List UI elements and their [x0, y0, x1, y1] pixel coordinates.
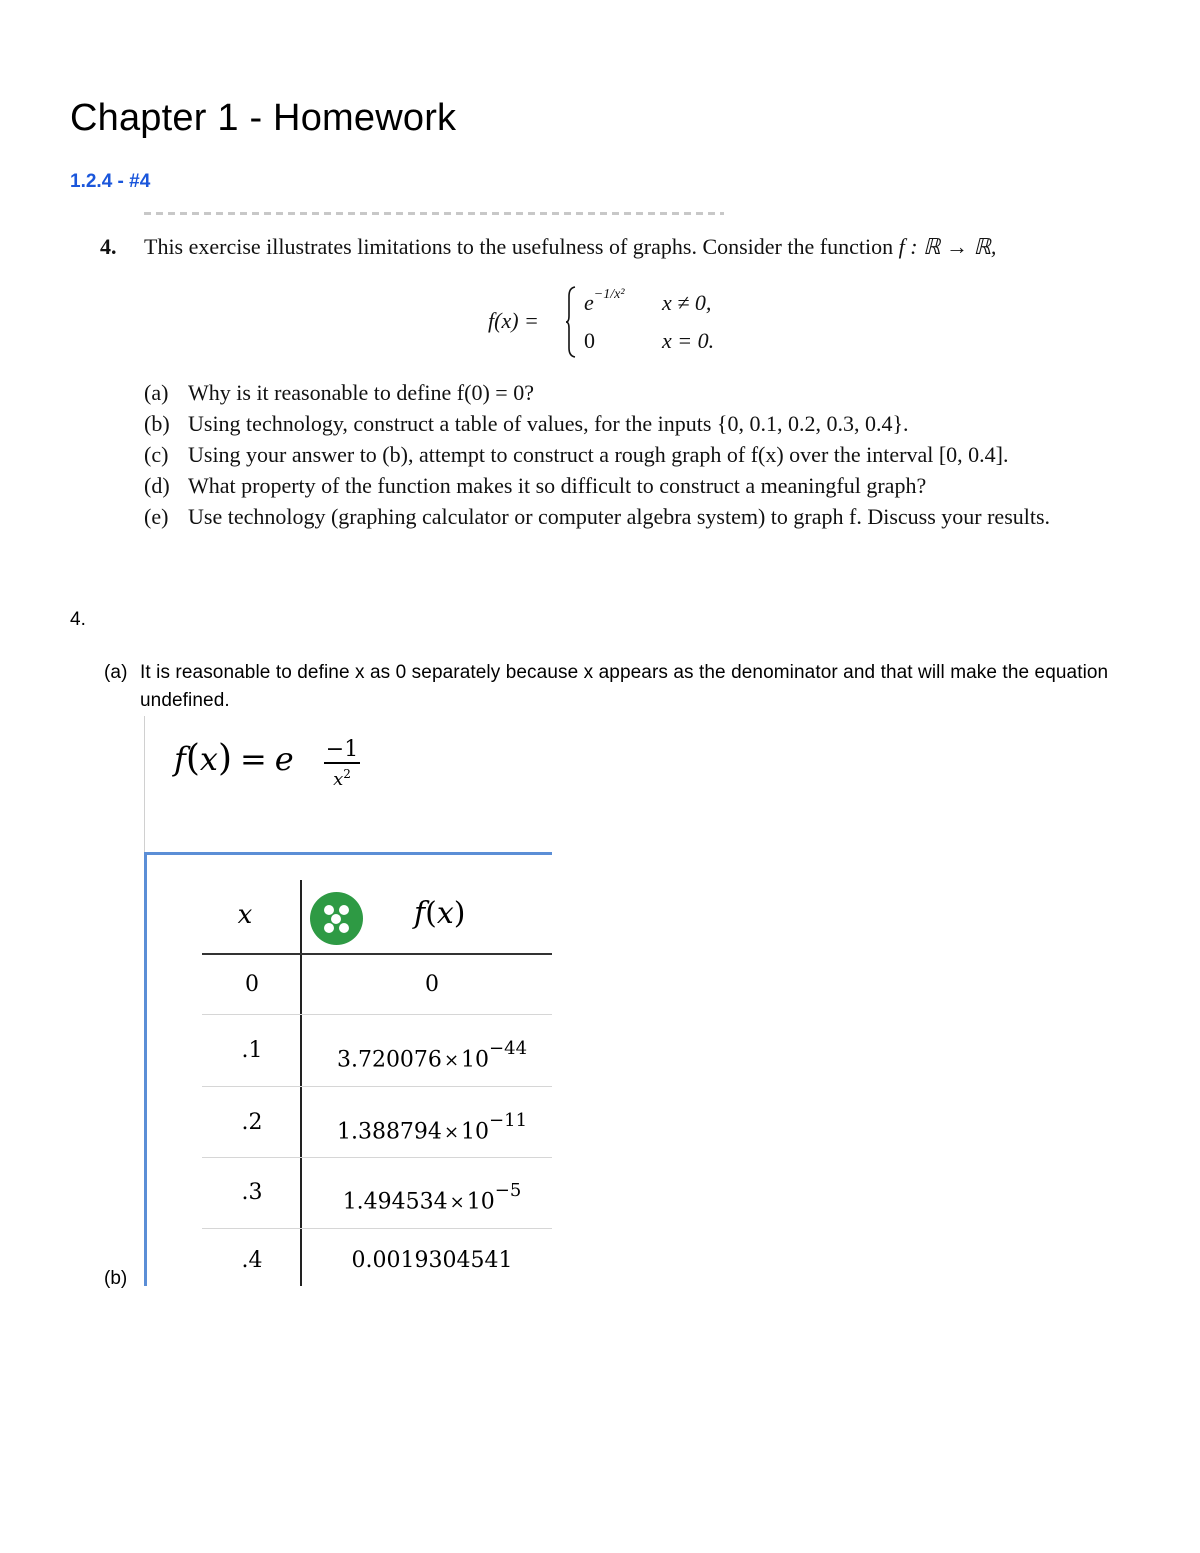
function-expression: f(x) = e −1 $x^2$ [174, 738, 294, 779]
row-divider [202, 1014, 552, 1015]
part-label: (e) [144, 504, 169, 529]
cell-x[interactable]: .4 [241, 1248, 263, 1273]
column-header-x: x [237, 900, 253, 930]
problem-number: 4. [100, 234, 117, 259]
part-text: Why is it reasonable to define f(0) = 0? [188, 380, 534, 405]
section-heading: 1.2.4 - #4 [70, 171, 151, 192]
problem-function-signature: f : ℝ → ℝ, [898, 234, 997, 259]
part-text: Using technology, construct a table of values, for the inputs {0, 0.1, 0.2, 0.3, 0.4}. [188, 411, 909, 436]
problem-intro [100, 234, 996, 260]
part-label: (a) [144, 380, 169, 405]
header-divider [202, 953, 552, 955]
exponent-numerator: −1 [325, 737, 359, 762]
part-text: Use technology (graphing calculator or computer algebra system) to graph f. Discuss your results. [188, 504, 1051, 529]
column-header-fx: f(x) [414, 896, 466, 931]
fx-value: 0.0019304541 [351, 1248, 513, 1273]
part-label: (c) [144, 442, 169, 467]
denominator-power: 2 [343, 767, 351, 781]
part-text: What property of the function makes it so difficult to construct a meaningful graph? [188, 473, 927, 498]
case1-exponent: −1/x² [593, 286, 625, 302]
times-sign: × [443, 1122, 460, 1144]
cell-fx [312, 1248, 552, 1273]
fx-exponent: −11 [489, 1110, 528, 1131]
cell-fx: $1.494534 \times 10^{-5}$ [342, 1180, 522, 1215]
cell-fx [312, 972, 552, 997]
part-label: (d) [144, 473, 170, 498]
piecewise-case2-expr: 0 [584, 328, 595, 353]
cell-x[interactable]: 0 [245, 972, 259, 997]
expr-function-name: f [174, 740, 186, 778]
piecewise-case2-cond: x = 0. [662, 328, 715, 353]
row-divider [202, 1086, 552, 1087]
answer-b-label: (b) [104, 1268, 128, 1289]
column-divider [300, 880, 302, 1286]
fx-name: f [414, 896, 426, 931]
calculator-screenshot [144, 716, 552, 1286]
piecewise-definition [488, 286, 748, 366]
cell-x[interactable]: .3 [241, 1180, 263, 1205]
answer-part-a [104, 659, 1114, 715]
fx-mantissa: 1.494534 [342, 1189, 448, 1215]
piecewise-lhs: f(x) = [488, 308, 539, 333]
part-text: Using your answer to (b), attempt to construct a rough graph of f(x) over the interval [0, 0.4]. [188, 442, 1009, 467]
expr-equals: = [239, 740, 267, 778]
fx-mantissa: 1.388794 [336, 1119, 442, 1145]
problem-part-c [144, 439, 1084, 470]
expression-border [144, 716, 145, 854]
times-sign: × [443, 1050, 460, 1072]
row-divider [202, 1228, 552, 1229]
case1-base: e [584, 290, 594, 315]
fx-exponent: −44 [489, 1038, 528, 1059]
answer-number: 4. [70, 609, 86, 630]
expr-base: e [274, 740, 294, 778]
problem-intro-text: This exercise illustrates limitations to the usefulness of graphs. Consider the function [144, 234, 899, 259]
cell-fx: $3.720076 \times 10^{-44}$ [336, 1038, 528, 1073]
denominator-var: x [333, 769, 344, 790]
points-icon[interactable] [310, 892, 363, 945]
problem-part-b [144, 408, 1084, 439]
answer-a-text: It is reasonable to define x as 0 separately because x appears as the denominator and that will make the equation undefined. [140, 662, 1109, 711]
left-brace-icon [566, 286, 576, 358]
fx-exponent: −5 [494, 1180, 522, 1201]
fx-variable: x [436, 896, 454, 931]
table-selection-border-top [144, 852, 552, 855]
part-label: (b) [144, 411, 170, 436]
expr-exponent [320, 738, 364, 790]
problem-part-a [144, 377, 1084, 408]
fx-mantissa: 3.720076 [336, 1047, 442, 1073]
problem-part-d [144, 470, 1084, 501]
cropped-text-line [144, 210, 724, 216]
row-divider [202, 1157, 552, 1158]
page-title: Chapter 1 - Homework [70, 97, 457, 139]
exponent-denominator [320, 764, 364, 790]
times-sign: × [449, 1192, 465, 1214]
cell-fx: $1.388794 \times 10^{-11}$ [336, 1110, 528, 1145]
expr-variable: x [199, 740, 218, 778]
table-selection-border-left [144, 852, 147, 1286]
answer-a-label: (a) [104, 662, 128, 683]
cell-x[interactable]: .2 [241, 1110, 263, 1135]
piecewise-case1-cond: x ≠ 0, [662, 290, 712, 315]
problem-part-e [144, 501, 1084, 532]
problem-parts [144, 377, 1084, 532]
cell-x[interactable]: .1 [241, 1038, 263, 1063]
piecewise-case1-expr [584, 286, 625, 316]
fx-value: 0 [425, 972, 439, 997]
